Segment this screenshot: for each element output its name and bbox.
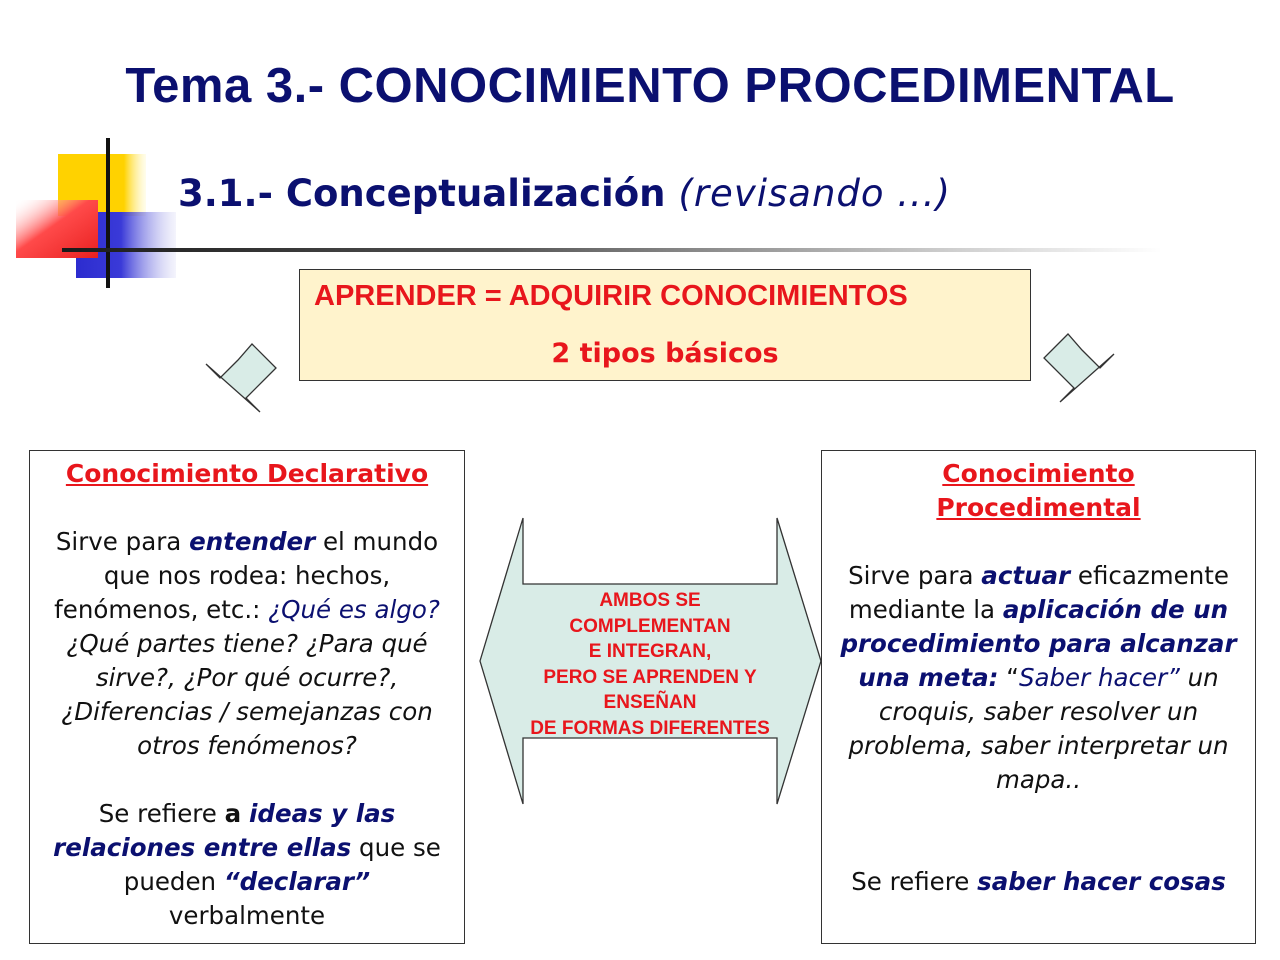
decl-questions-list: ¿Qué partes tiene? ¿Para qué sirve?, ¿Por qué ocurre?, ¿Diferencias / semejanzas con otros fenómenos? [61, 629, 433, 760]
decl-question: ¿Qué es algo? [268, 595, 440, 624]
decl-keyword-ideas: ideas y las relaciones entre ellas [53, 799, 396, 862]
center-line: PERO SE APRENDEN Y [543, 666, 757, 688]
procedural-heading-line2: Procedimental [936, 493, 1141, 522]
procedural-knowledge-panel [821, 450, 1256, 944]
declarative-heading: Conocimiento Declarativo [65, 459, 429, 488]
declarative-knowledge-panel [29, 450, 465, 944]
proc-saber-hacer: Saber hacer” [1018, 663, 1180, 692]
center-line: E INTEGRAN, [588, 641, 712, 662]
center-arrow-text [505, 588, 795, 741]
decl-ref-b: a [224, 799, 242, 828]
proc-keyword-aplicacion: aplicación de un procedimiento para alcanzar una meta: [840, 595, 1237, 692]
arrow-down-left-icon [200, 342, 280, 418]
declarative-reference [44, 797, 450, 933]
decl-keyword-entender: entender [189, 527, 316, 556]
proc-keyword-actuar: actuar [981, 561, 1071, 590]
procedural-reference [840, 865, 1237, 899]
section-subtitle [178, 172, 951, 215]
arrow-down-right-icon [1040, 332, 1122, 408]
proc-text-a: Sirve para [848, 561, 982, 590]
decl-text-a: Sirve para [55, 527, 190, 556]
decl-ref-a: Se refiere [98, 799, 225, 828]
center-line: AMBOS SE [599, 590, 701, 611]
center-line: DE FORMAS DIFERENTES [530, 717, 770, 739]
proc-text-c: eficazmente mediante la [848, 561, 1229, 624]
center-line: ENSEÑAN [603, 692, 697, 713]
subtitle-main: 3.1.- Conceptualización [178, 172, 666, 215]
proc-text-e: “ [998, 663, 1019, 692]
definition-line: APRENDER = ADQUIRIR CONOCIMIENTOS [314, 280, 908, 312]
title-divider [62, 248, 1162, 252]
proc-keyword-saber-hacer-cosas: saber hacer cosas [977, 867, 1226, 896]
center-line: COMPLEMENTAN [569, 615, 731, 637]
proc-examples: un croquis, saber resolver un problema, saber interpretar un mapa.. [848, 663, 1229, 794]
decl-ref-g: verbalmente [168, 901, 326, 930]
page-title: Tema 3.- CONOCIMIENTO PROCEDIMENTAL [125, 59, 1175, 113]
decl-ref-c [241, 799, 249, 828]
decl-text-c: el mundo que nos rodea: hechos, fenómenos, etc.: [54, 527, 439, 624]
types-line: 2 tipos básicos [551, 338, 779, 369]
procedural-heading-line1: Conocimiento [942, 459, 1135, 488]
definition-box [299, 269, 1031, 381]
declarative-description [44, 525, 450, 763]
decorative-squares-logo [14, 138, 184, 288]
decl-ref-e: que se pueden [123, 833, 441, 896]
decl-keyword-declarar: “declarar” [223, 867, 371, 896]
proc-ref-a: Se refiere [851, 867, 978, 896]
subtitle-italic: (revisando ...) [678, 172, 951, 215]
procedural-description [840, 559, 1237, 797]
